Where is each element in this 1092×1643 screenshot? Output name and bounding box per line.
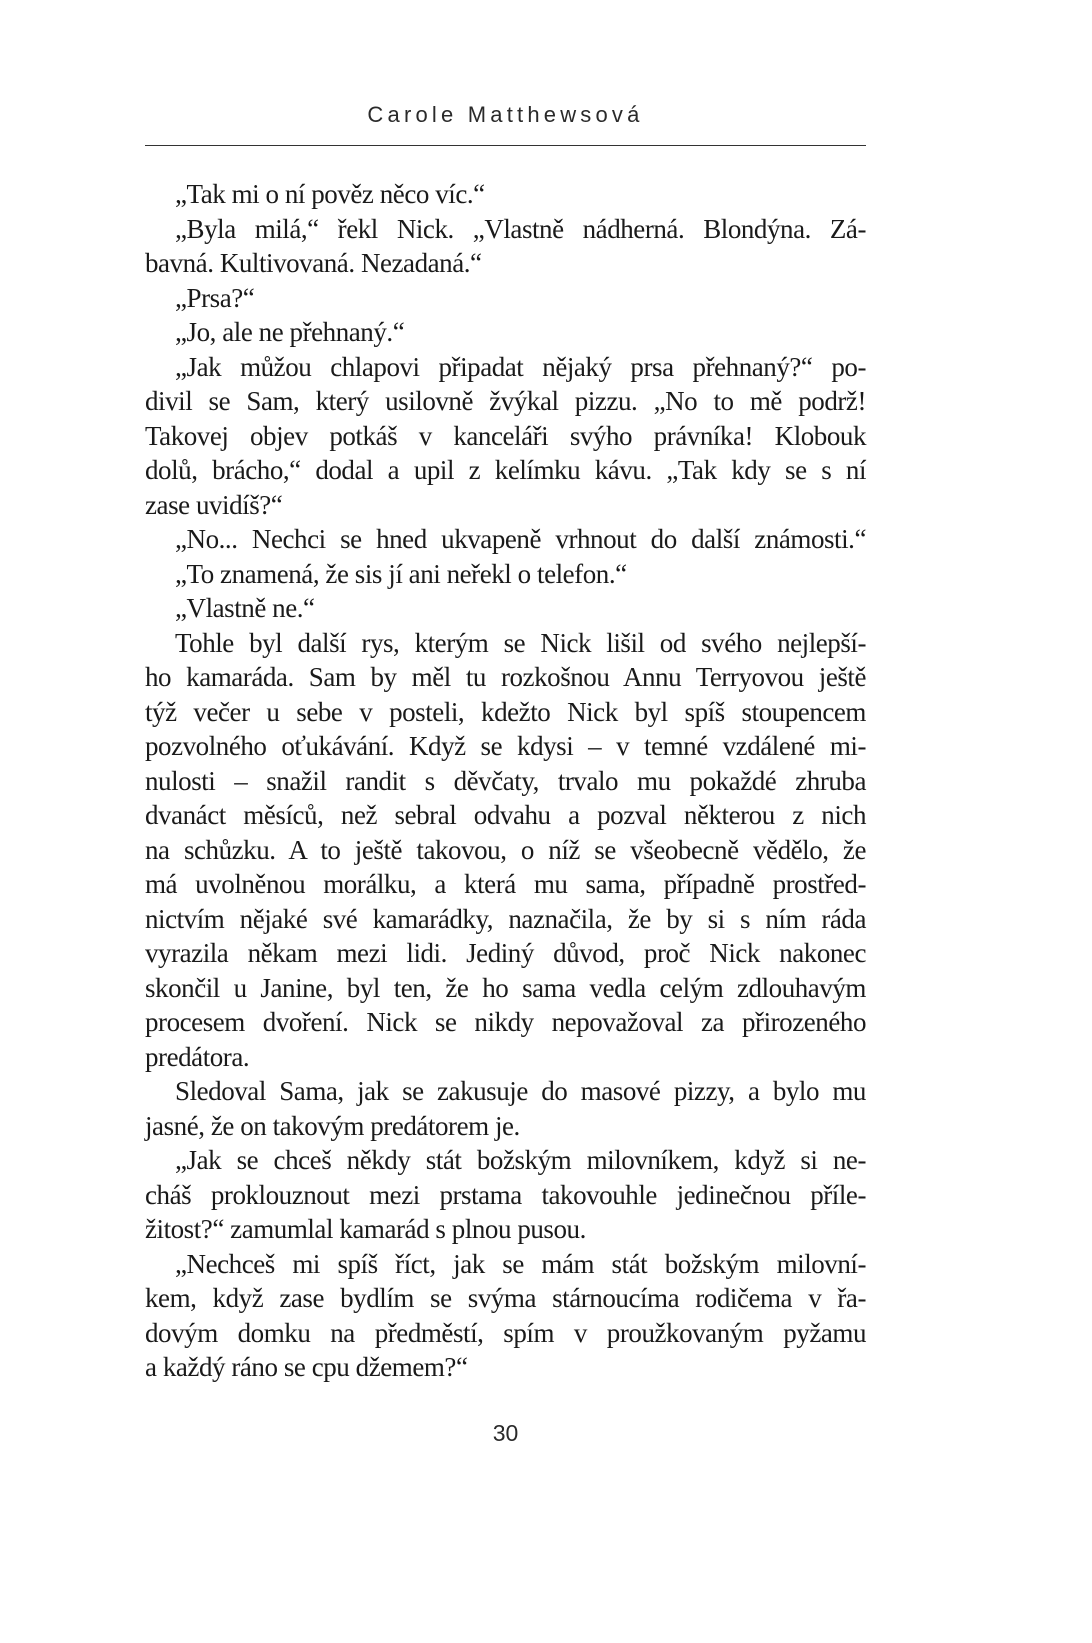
text-line: „Tak mi o ní pověz něco víc.“ (175, 179, 485, 209)
text-line: „No... Nechci se hned ukvapeně vrhnout do další známosti.“ (175, 524, 866, 554)
text-line: dovým domku na předměstí, spím v proužkovaným pyžamu (145, 1317, 866, 1348)
text-line: ho kamaráda. Sam by měl tu rozkošnou Annu Terryovou ještě (145, 662, 866, 692)
text-line: týž večer u sebe v posteli, kdežto Nick byl spíš stoupencem (145, 696, 866, 727)
text-line: na schůzku. A to ještě takovou, o níž se všeobecně vědělo, že (145, 834, 866, 865)
text-line: Tohle byl další rys, kterým se Nick lišil od svého nejlepší- (175, 627, 866, 658)
text-line: „Jak můžou chlapovi připadat nějaký prsa přehnaný?“ po- (175, 351, 866, 382)
page-number: 30 (492, 1420, 519, 1446)
text-line: nulosti – snažil randit s děvčaty, trvalo mu pokaždé zhruba (145, 765, 866, 796)
running-header-author: Carole Matthewsová (367, 102, 644, 127)
text-line: „Prsa?“ (175, 282, 255, 313)
text-line: žitost?“ zamumlal kamarád s plnou pusou. (145, 1214, 586, 1244)
text-line: jasné, že on takovým predátorem je. (145, 1110, 520, 1141)
text-line: nictvím nějaké své kamarádky, naznačila, že by si s ním ráda (145, 903, 866, 934)
text-line: kem, když zase bydlím se svýma stárnoucíma rodičema v řa- (145, 1283, 866, 1313)
text-line: „Vlastně ne.“ (175, 593, 315, 623)
text-line: a každý ráno se cpu džemem?“ (145, 1352, 468, 1382)
text-line: „Nechceš mi spíš říct, jak se mám stát božským milovní- (175, 1248, 866, 1279)
text-line: má uvolněnou morálku, a která mu sama, případně prostřed- (145, 869, 866, 899)
text-line: zase uvidíš?“ (145, 489, 283, 520)
text-line: divil se Sam, který usilovně žvýkal pizzu. „No to mě podrž! (145, 386, 866, 416)
text-line: „Jak se chceš někdy stát božským milovníkem, když si ne- (175, 1145, 866, 1175)
text-line: pozvolného oťukávání. Když se kdysi – v temné vzdálené mi- (145, 731, 866, 761)
text-line: „Jo, ale ne přehnaný.“ (175, 317, 405, 347)
text-line: predátora. (145, 1041, 250, 1072)
text-line: Sledoval Sama, jak se zakusuje do masové pizzy, a bylo mu (175, 1076, 866, 1106)
text-line: „To znamená, že sis jí ani neřekl o telefon.“ (175, 558, 627, 589)
text-line: „Byla milá,“ řekl Nick. „Vlastně nádherná. Blondýna. Zá- (175, 213, 866, 244)
text-line: procesem dvoření. Nick se nikdy nepovažoval za přirozeného (145, 1007, 866, 1037)
header-rule (145, 145, 866, 146)
text-line: dvanáct měsíců, než sebral odvahu a pozval některou z nich (145, 800, 866, 830)
text-line: skončil u Janine, byl ten, že ho sama vedla celým zdlouhavým (145, 972, 866, 1003)
text-line: dolů, brácho,“ dodal a upil z kelímku kávu. „Tak kdy se s ní (145, 455, 866, 485)
text-line: cháš proklouznout mezi prstama takovouhle jedinečnou příle- (145, 1179, 866, 1210)
text-line: vyrazila někam mezi lidi. Jediný důvod, proč Nick nakonec (145, 938, 866, 968)
text-line: bavná. Kultivovaná. Nezadaná.“ (145, 248, 482, 278)
body-text (145, 177, 866, 1385)
text-line: Takovej objev potkáš v kanceláři svýho právníka! Klobouk (145, 420, 866, 451)
